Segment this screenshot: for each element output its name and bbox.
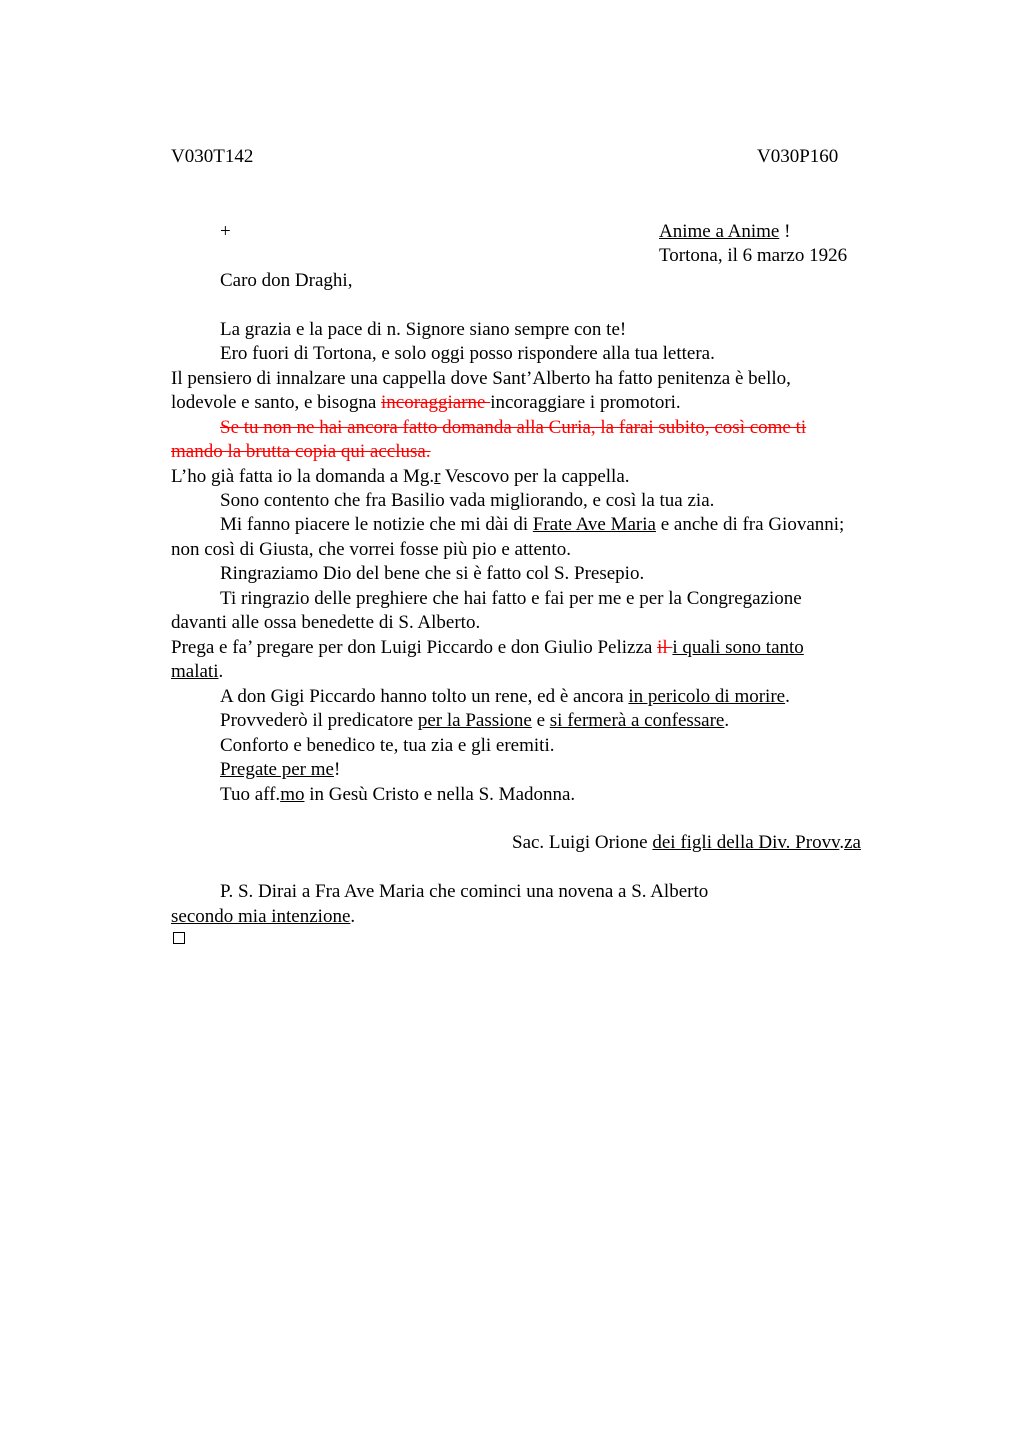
preacher-text: Provvederò il predicatore <box>220 710 418 731</box>
signature-congregation: dei figli della Div. Provv <box>652 832 840 853</box>
paragraph-request <box>171 465 630 489</box>
chapel-text-end: incoraggiare i promotori. <box>490 392 681 413</box>
motto <box>659 220 790 244</box>
signature-dot: . <box>839 832 845 853</box>
gigi-underlined: in pericolo di morire <box>628 686 786 707</box>
deleted-paragraph-line2 <box>171 440 431 464</box>
paragraph-chapel-line1: Il pensiero di innalzare una cappella dove Sant’Alberto ha fatto penitenza è bello, <box>171 368 791 389</box>
gigi-text-end: . <box>785 686 790 707</box>
closing-abbrev: mo <box>280 784 305 805</box>
news-name: Frate Ave Maria <box>532 514 656 535</box>
postscript-underlined: secondo mia intenzione <box>171 906 351 927</box>
postscript-line1: P. S. Dirai a Fra Ave Maria che cominci una novena a S. Alberto <box>220 881 709 902</box>
pray-text: Prega e fa’ pregare per don Luigi Piccardo e don Giulio Pelizza <box>171 637 658 658</box>
salutation: Caro don Draghi, <box>220 270 353 291</box>
preacher-text: e <box>531 710 550 731</box>
document-code-right: V030P160 <box>757 146 839 167</box>
request-text: L’ho già fatta io la domanda a Mg. <box>171 466 435 487</box>
paragraph-pray-for-me <box>220 758 340 782</box>
paragraph-gigi <box>220 685 790 709</box>
news-text: Mi fanno piacere le notizie che mi dài di <box>220 514 533 535</box>
deleted-text: Se tu non ne hai ancora fatto domanda alla Curia, la farai subito, così come ti <box>220 417 807 438</box>
pray-underlined: malati <box>171 661 219 682</box>
postscript-line2 <box>171 905 355 929</box>
paragraph-basilio: Sono contento che fra Basilio vada migliorando, e così la tua zia. <box>220 490 715 511</box>
paragraph-news-line1 <box>220 513 844 537</box>
paragraph-thanks-line1: Ti ringrazio delle preghiere che hai fatto e fai per me e per la Congregazione <box>220 588 802 609</box>
cross-mark: + <box>220 221 231 242</box>
signature <box>512 831 861 855</box>
closing-text-end: in Gesù Cristo e nella S. Madonna. <box>304 784 576 805</box>
paragraph-closing <box>220 783 575 807</box>
preacher-underlined: per la Passione <box>417 710 532 731</box>
request-text-end: Vescovo per la cappella. <box>440 466 630 487</box>
place-date: Tortona, il 6 marzo 1926 <box>659 245 848 266</box>
preacher-text-end: . <box>724 710 730 731</box>
deleted-word: il <box>657 637 673 658</box>
preacher-underlined: si fermerà a confessare <box>549 710 725 731</box>
paragraph-away: Ero fuori di Tortona, e solo oggi posso rispondere alla tua lettera. <box>220 343 715 364</box>
paragraph-pray-line1 <box>171 636 804 660</box>
deleted-word: incoraggiarne <box>381 392 491 413</box>
chapel-text: lodevole e santo, e bisogna <box>171 392 382 413</box>
paragraph-news-line2: non così di Giusta, che vorrei fosse più pio e attento. <box>171 539 571 560</box>
paragraph-preacher <box>220 709 729 733</box>
paragraph-comfort: Conforto e benedico te, tua zia e gli eremiti. <box>220 735 555 756</box>
closing-text: Tuo aff. <box>220 784 281 805</box>
pray-underlined: i quali sono tanto <box>672 637 804 658</box>
news-text-end: e anche di fra Giovanni; <box>655 514 845 535</box>
paragraph-chapel-line2 <box>171 391 681 415</box>
pray-for-me-end: ! <box>333 759 341 780</box>
deleted-text: mando la brutta copia qui acclusa. <box>171 441 431 462</box>
signature-abbrev: za <box>844 832 861 853</box>
gigi-text: A don Gigi Piccardo hanno tolto un rene, ed è ancora <box>220 686 629 707</box>
pray-for-me-underlined: Pregate per me <box>220 759 334 780</box>
motto-suffix: ! <box>779 221 791 242</box>
deleted-paragraph-line1 <box>220 416 806 440</box>
pray-text-end: . <box>218 661 224 682</box>
paragraph-pray-line2 <box>171 660 223 684</box>
postscript-end: . <box>350 906 356 927</box>
paragraph-thanks-line2: davanti alle ossa benedette di S. Alberto. <box>171 612 481 633</box>
signature-name: Sac. Luigi Orione <box>512 832 653 853</box>
paragraph-grace: La grazia e la pace di n. Signore siano sempre con te! <box>220 319 627 340</box>
request-abbrev: r <box>434 466 441 487</box>
end-box-icon <box>173 932 185 944</box>
motto-text: Anime a Anime <box>659 221 780 242</box>
document-code-left: V030T142 <box>171 146 254 167</box>
paragraph-presepio: Ringraziamo Dio del bene che si è fatto col S. Presepio. <box>220 563 645 584</box>
